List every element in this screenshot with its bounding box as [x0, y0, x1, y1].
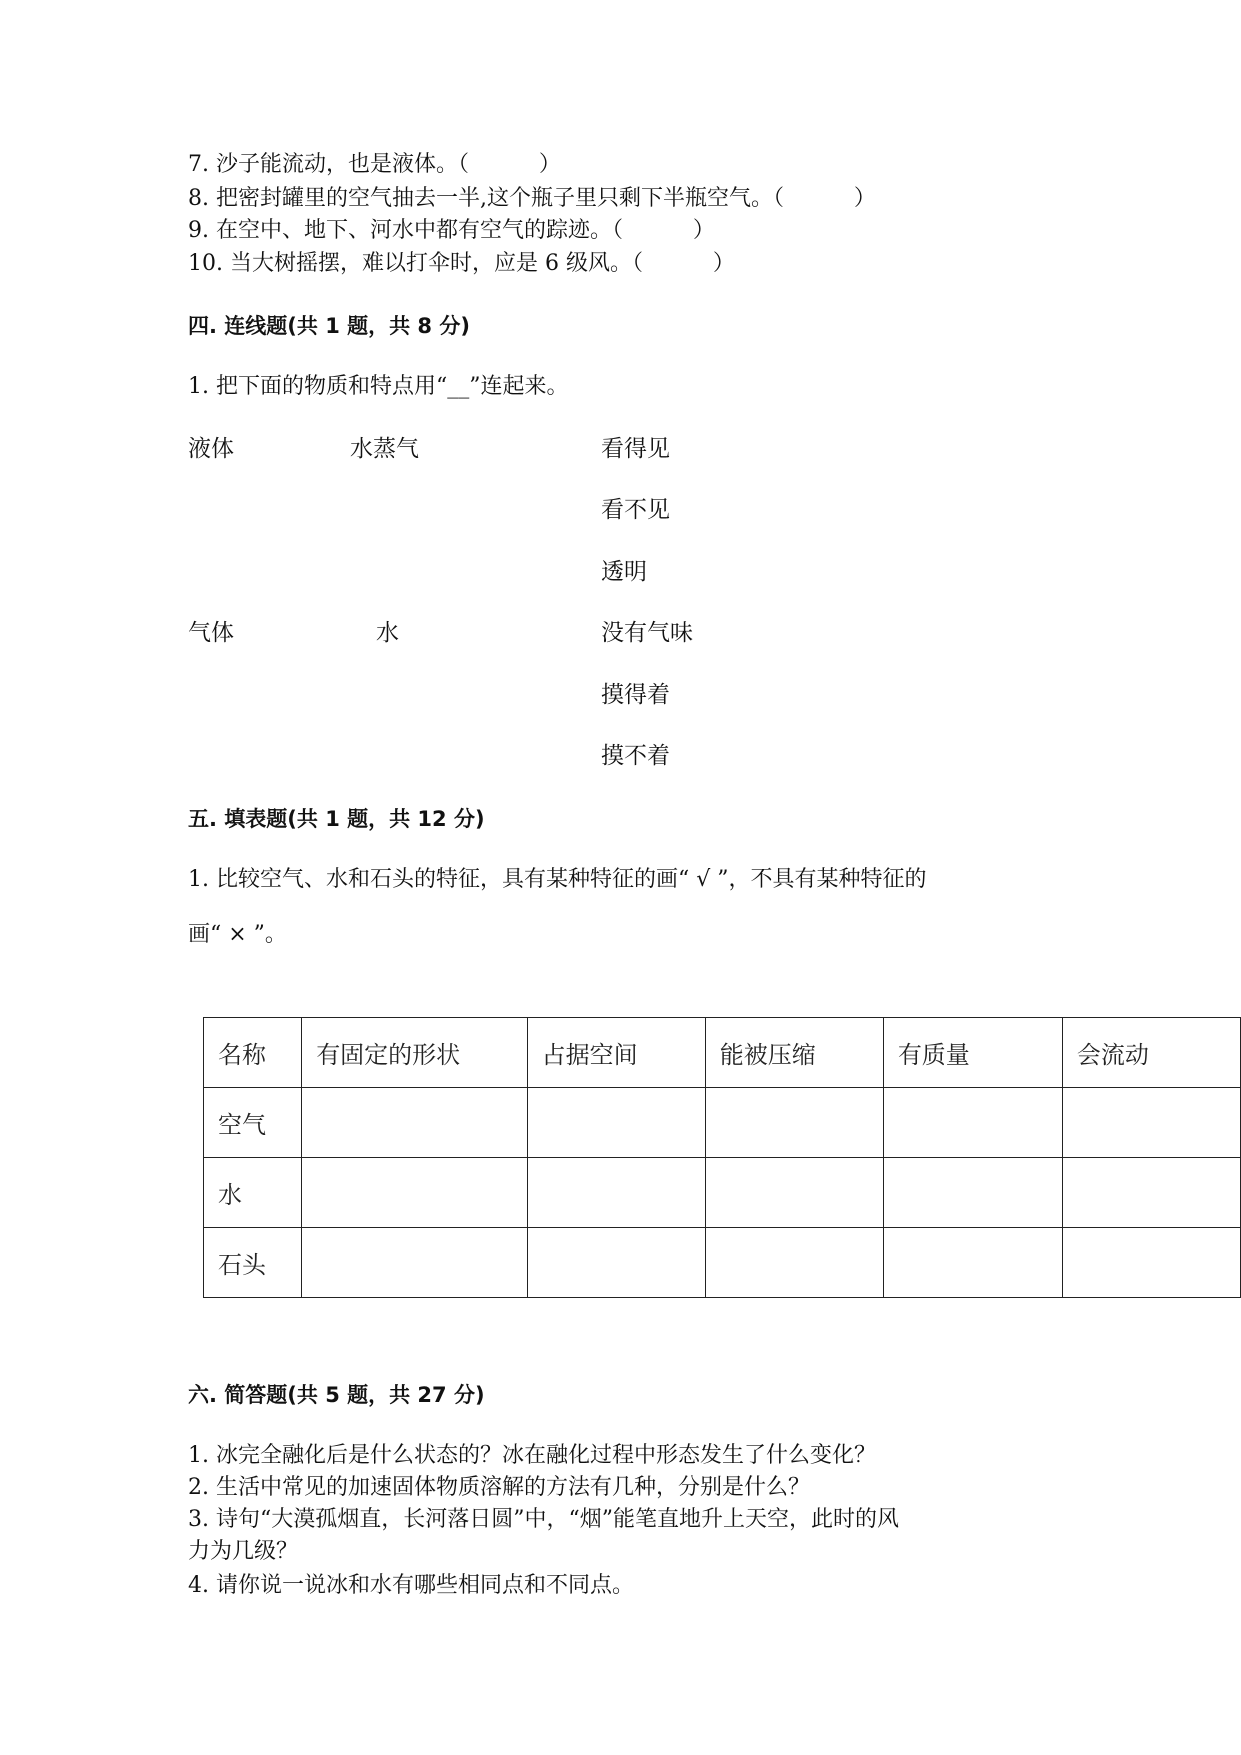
substance-water: 水 [376, 620, 399, 646]
table-header-cell: 有质量 [883, 1018, 1062, 1088]
state-liquid: 液体 [188, 436, 234, 462]
answer-cell[interactable] [1062, 1088, 1240, 1158]
short-answer-item-4: 4. 请你说一说冰和水有哪些相同点和不同点。 [188, 1573, 634, 1598]
answer-cell[interactable] [527, 1158, 705, 1228]
answer-cell[interactable] [302, 1088, 527, 1158]
feature-visible: 看得见 [601, 436, 670, 462]
answer-cell[interactable] [883, 1158, 1062, 1228]
answer-cell[interactable] [1062, 1158, 1240, 1228]
short-answer-item-1: 1. 冰完全融化后是什么状态的？冰在融化过程中形态发生了什么变化？ [188, 1443, 876, 1468]
answer-cell[interactable] [1062, 1228, 1240, 1298]
answer-cell[interactable] [705, 1158, 883, 1228]
state-gas: 气体 [188, 620, 234, 646]
row-label-stone: 石头 [204, 1228, 302, 1298]
row-label-air: 空气 [204, 1088, 302, 1158]
section-heading-fill-table: 五. 填表题(共 1 题，共 12 分) [188, 807, 485, 831]
table-header-cell: 名称 [204, 1018, 302, 1088]
table-header-row [204, 1018, 1241, 1088]
judge-item-7: 7. 沙子能流动，也是液体。（ ） [188, 152, 561, 177]
short-answer-item-3: 3. 诗句“大漠孤烟直，长河落日圆”中，“烟”能笔直地升上天空，此时的风 [188, 1507, 899, 1532]
answer-cell[interactable] [705, 1228, 883, 1298]
answer-cell[interactable] [302, 1228, 527, 1298]
fill-table-question-line1: 1. 比较空气、水和石头的特征，具有某种特征的画“ √ ”，不具有某种特征的 [188, 867, 927, 892]
substance-steam: 水蒸气 [350, 436, 419, 462]
row-label-water: 水 [204, 1158, 302, 1228]
table-row [204, 1088, 1241, 1158]
judge-item-10: 10. 当大树摇摆，难以打伞时，应是 6 级风。（ ） [188, 251, 735, 276]
short-answer-item-3-cont: 力为几级？ [188, 1539, 299, 1564]
table-row [204, 1228, 1241, 1298]
section-heading-matching: 四. 连线题(共 1 题，共 8 分) [188, 314, 470, 338]
table-header-cell: 能被压缩 [705, 1018, 883, 1088]
answer-cell[interactable] [527, 1228, 705, 1298]
table-header-cell: 会流动 [1062, 1018, 1240, 1088]
judge-item-9: 9. 在空中、地下、河水中都有空气的踪迹。（ ） [188, 218, 715, 243]
table-row [204, 1158, 1241, 1228]
feature-transparent: 透明 [601, 559, 647, 585]
feature-touchable: 摸得着 [601, 682, 670, 708]
table-header-cell: 占据空间 [527, 1018, 705, 1088]
table-header-cell: 有固定的形状 [302, 1018, 527, 1088]
feature-table [203, 1017, 1241, 1298]
matching-question: 1. 把下面的物质和特点用“__”连起来。 [188, 374, 569, 399]
feature-invisible: 看不见 [601, 497, 670, 523]
feature-odorless: 没有气味 [601, 620, 693, 646]
answer-cell[interactable] [705, 1088, 883, 1158]
section-heading-short-answer: 六. 简答题(共 5 题，共 27 分) [188, 1383, 485, 1407]
answer-cell[interactable] [883, 1228, 1062, 1298]
judge-item-8: 8. 把密封罐里的空气抽去一半,这个瓶子里只剩下半瓶空气。（ ） [188, 186, 876, 211]
feature-untouchable: 摸不着 [601, 743, 670, 769]
answer-cell[interactable] [302, 1158, 527, 1228]
fill-table-question-line2: 画“ × ”。 [188, 922, 287, 947]
short-answer-item-2: 2. 生活中常见的加速固体物质溶解的方法有几种，分别是什么？ [188, 1475, 810, 1500]
answer-cell[interactable] [883, 1088, 1062, 1158]
answer-cell[interactable] [527, 1088, 705, 1158]
